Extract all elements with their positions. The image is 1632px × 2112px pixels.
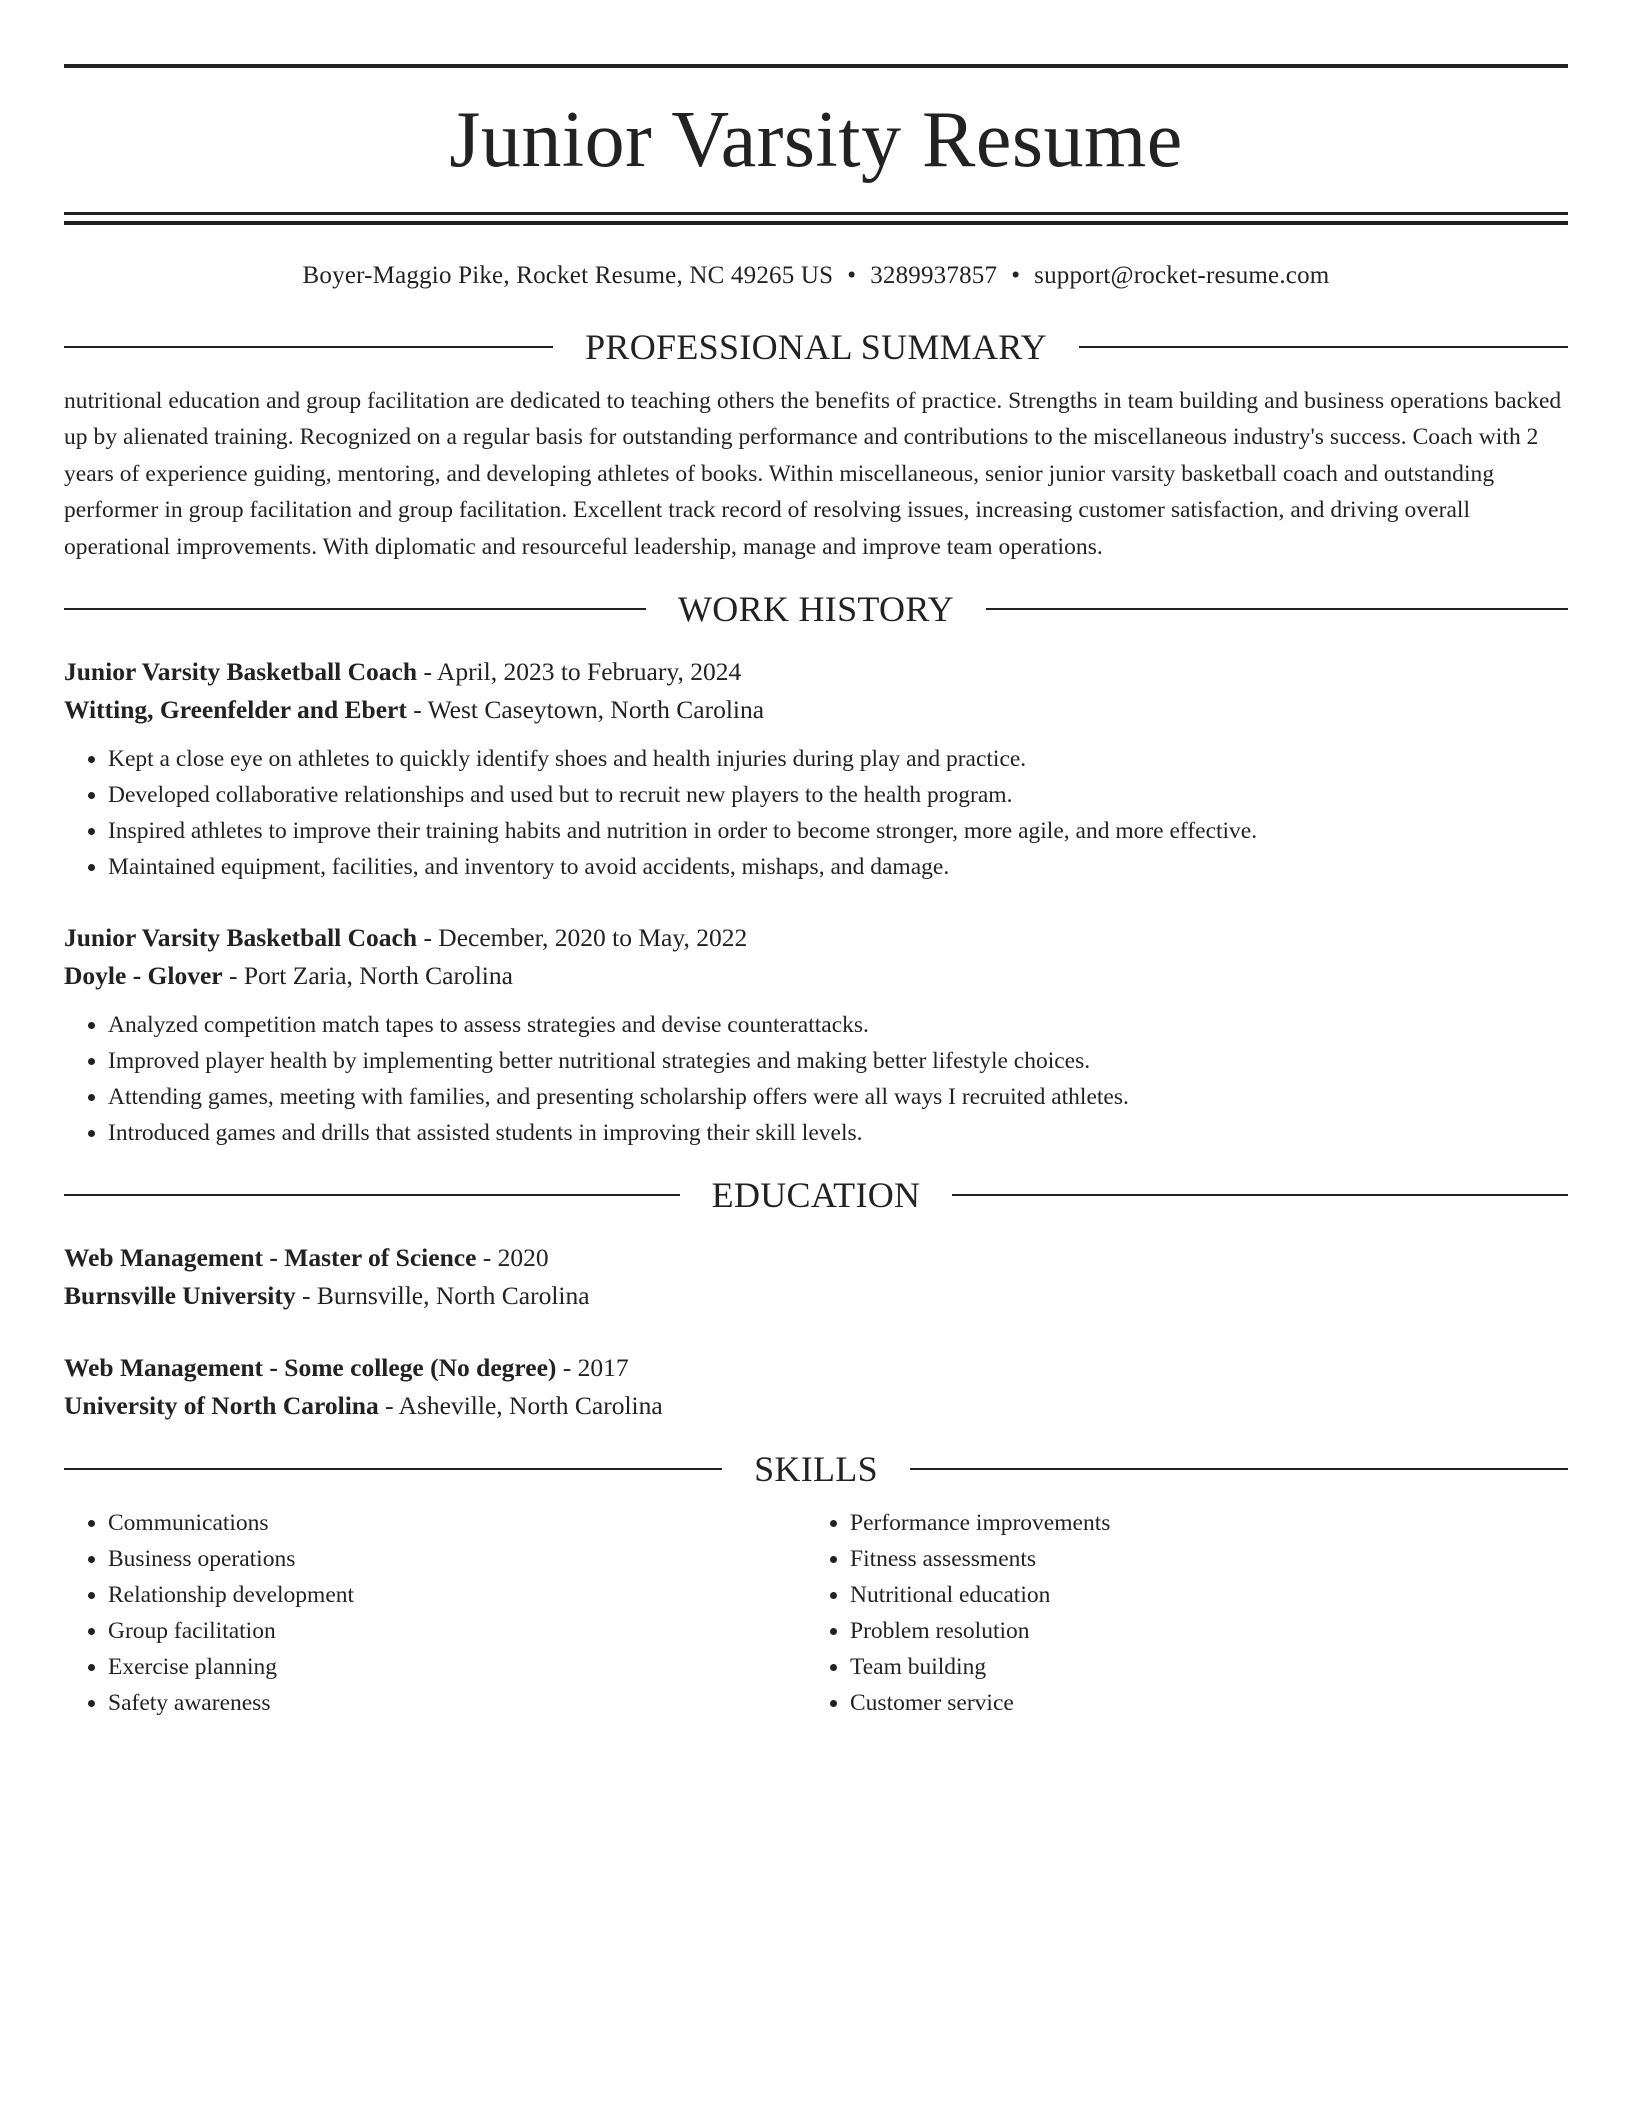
skill-item: • Nutritional education <box>850 1577 1548 1613</box>
job-bullet: • Inspired athletes to improve their training habits and nutrition in order to become stronger, more agile, and more effective. <box>108 813 1568 849</box>
summary-section-heading <box>64 325 1568 369</box>
skill-item: • Fitness assessments <box>850 1541 1548 1577</box>
contact-line <box>64 261 1568 291</box>
title-double-rule <box>64 212 1568 225</box>
education-degree-line <box>64 1239 1568 1277</box>
education-degree: Web Management - Some college (No degree) <box>64 1353 557 1383</box>
work-heading: WORK HISTORY <box>678 589 954 630</box>
education-section-heading <box>64 1173 1568 1217</box>
heading-rule <box>64 346 553 348</box>
contact-separator: • <box>847 262 857 289</box>
education-location: - Burnsville, North Carolina <box>295 1281 590 1311</box>
job-bullet: • Kept a close eye on athletes to quickly identify shoes and health injuries during play and practice. <box>108 741 1568 777</box>
skill-item: • Team building <box>850 1649 1548 1685</box>
skill-item: • Exercise planning <box>108 1649 806 1685</box>
resume-page <box>64 64 1568 1721</box>
contact-email: support@rocket-resume.com <box>1034 262 1330 289</box>
education-entry <box>64 1239 1568 1315</box>
education-location: - Asheville, North Carolina <box>378 1391 663 1421</box>
education-school: University of North Carolina <box>64 1391 379 1421</box>
skill-item: • Customer service <box>850 1685 1548 1721</box>
education-school: Burnsville University <box>64 1281 296 1311</box>
job-bullet: • Maintained equipment, facilities, and inventory to avoid accidents, mishaps, and damage. <box>108 849 1568 885</box>
contact-phone: 3289937857 <box>870 262 998 289</box>
heading-rule <box>952 1194 1568 1196</box>
heading-rule <box>64 1194 680 1196</box>
job-bullets <box>64 1007 1568 1151</box>
heading-rule <box>64 608 646 610</box>
skill-item: • Relationship development <box>108 1577 806 1613</box>
job-bullet: • Improved player health by implementing better nutritional strategies and making better lifestyle choices. <box>108 1043 1568 1079</box>
skill-item: • Safety awareness <box>108 1685 806 1721</box>
education-entry <box>64 1349 1568 1425</box>
skill-item: • Problem resolution <box>850 1613 1548 1649</box>
job-dates: - April, 2023 to February, 2024 <box>417 657 742 687</box>
job-title: Junior Varsity Basketball Coach <box>64 923 418 953</box>
skills-column-right <box>806 1505 1548 1721</box>
summary-text: nutritional education and group facilitation are dedicated to teaching others the benefits of practice. Strengths in team building and business operations backed up by alienated training. Recognized on a regular basis for outstanding performance and contributions to the miscellaneous industry's success. Coach with 2 years of experience guiding, mentoring, and developing athletes of books. Within miscellaneous, senior junior varsity basketball coach and outstanding performer in group facilitation and group facilitation. Excellent track record of resolving issues, increasing customer satisfaction, and driving overall operational improvements. With diplomatic and resourceful leadership, manage and improve team operations. <box>64 388 1562 560</box>
job-title-line <box>64 653 1568 691</box>
job-entry <box>64 653 1568 885</box>
education-year: - 2017 <box>556 1353 629 1383</box>
job-bullet: • Introduced games and drills that assisted students in improving their skill levels. <box>108 1115 1568 1151</box>
job-company-line <box>64 957 1568 995</box>
skill-item: • Performance improvements <box>850 1505 1548 1541</box>
skill-item: • Business operations <box>108 1541 806 1577</box>
job-dates: - December, 2020 to May, 2022 <box>417 923 748 953</box>
heading-rule <box>986 608 1568 610</box>
job-title: Junior Varsity Basketball Coach <box>64 657 418 687</box>
job-company: Doyle - Glover <box>64 961 223 991</box>
job-location: - Port Zaria, North Carolina <box>222 961 513 991</box>
top-rule <box>64 64 1568 68</box>
job-bullet: • Attending games, meeting with families, and presenting scholarship offers were all ways I recruited athletes. <box>108 1079 1568 1115</box>
heading-rule <box>1079 346 1568 348</box>
job-location: - West Caseytown, North Carolina <box>406 695 765 725</box>
skills-section-heading <box>64 1447 1568 1491</box>
resume-title: Junior Varsity Resume <box>449 96 1183 184</box>
contact-separator: • <box>1011 262 1021 289</box>
education-year: - 2020 <box>476 1243 549 1273</box>
heading-rule <box>910 1468 1568 1470</box>
skill-item: • Communications <box>108 1505 806 1541</box>
job-company: Witting, Greenfelder and Ebert <box>64 695 407 725</box>
summary-heading: PROFESSIONAL SUMMARY <box>585 327 1047 367</box>
work-section-heading <box>64 587 1568 631</box>
skills-list <box>64 1505 1568 1721</box>
job-bullet: • Analyzed competition match tapes to assess strategies and devise counterattacks. <box>108 1007 1568 1043</box>
job-company-line <box>64 691 1568 729</box>
heading-rule <box>64 1468 722 1470</box>
skill-item: • Group facilitation <box>108 1613 806 1649</box>
skills-heading: SKILLS <box>754 1449 878 1490</box>
education-school-line <box>64 1387 1568 1425</box>
education-school-line <box>64 1277 1568 1315</box>
job-bullets <box>64 741 1568 885</box>
job-bullet: • Developed collaborative relationships and used but to recruit new players to the health program. <box>108 777 1568 813</box>
job-title-line <box>64 919 1568 957</box>
education-degree: Web Management - Master of Science <box>64 1243 477 1273</box>
contact-address: Boyer-Maggio Pike, Rocket Resume, NC 49265 US <box>302 262 834 289</box>
job-entry <box>64 919 1568 1151</box>
education-degree-line <box>64 1349 1568 1387</box>
skills-column-left <box>64 1505 806 1721</box>
education-heading: EDUCATION <box>711 1175 921 1216</box>
